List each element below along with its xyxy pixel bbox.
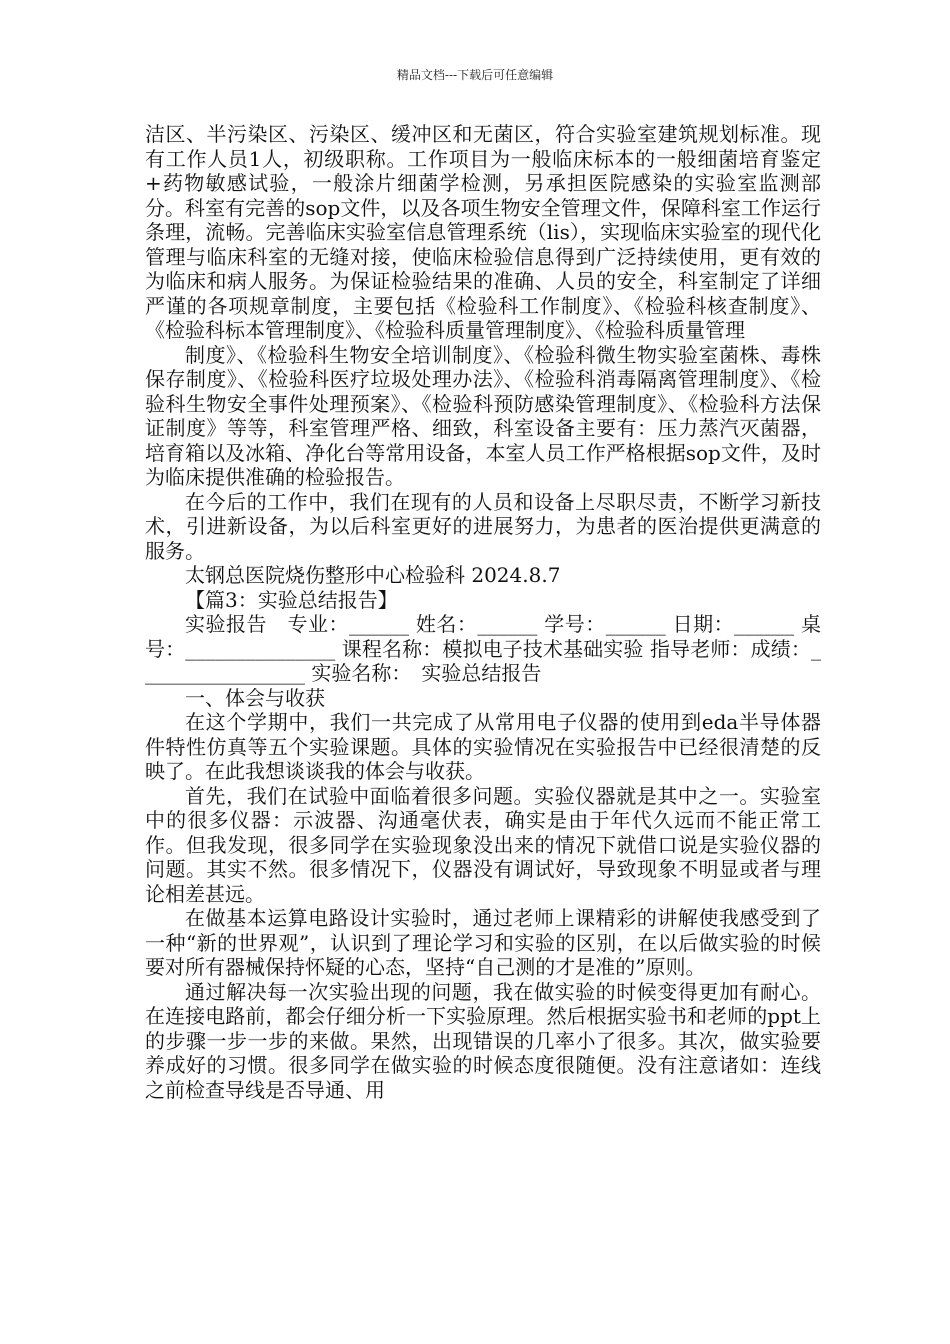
page-header: 精品文档---下载后可任意编辑: [396, 68, 554, 82]
document-body: [145, 122, 821, 1102]
paragraph-instruments: 首先，我们在试验中面临着很多问题。实验仪器就是其中之一。实验室中的很多仪器：示波器、沟通毫伏表，确实是由于年代久远而不能正常工作。但我发现，很多同学在实验现象没出来的情况下就借口说是实验仪器的问题。其实不然。很多情况下，仪器没有调试好，导致现象不明显或者与理论相差甚远。: [145, 783, 821, 906]
paragraph-future-work: 在今后的工作中，我们在现有的人员和设备上尽职尽责，不断学习新技术，引进新设备，为以后科室更好的进展努力，为患者的医治提供更满意的服务。: [145, 489, 821, 563]
paragraph-circuit-design: 在做基本运算电路设计实验时，通过老师上课精彩的讲解使我感受到了一种“新的世界观”，认识到了理论学习和实验的区别，在以后做实验的时候要对所有器械保持怀疑的心态，坚持“自己测的才是准的”原则。: [145, 906, 821, 979]
signature-line: 太钢总医院烧伤整形中心检验科 2024.8.7: [185, 563, 561, 587]
paragraph-regulations: 制度》、《检验科生物安全培训制度》、《检验科微生物实验室菌株、毒株保存制度》、《检验科医疗垃圾处理办法》、《检验科消毒隔离管理制度》、《检验科生物安全事件处理预案》、《检验科预防感染管理制度》、《检验科方法保证制度》等等，科室管理严格、细致，科室设备主要有：压力蒸汽灭菌器，培育箱以及冰箱、净化台等常用设备，本室人员工作严格根据sop文件，及时为临床提供准确的检验报告。: [145, 342, 821, 489]
section-title: 【篇3：实验总结报告】: [185, 587, 398, 612]
paragraph-semester: 在这个学期中，我们一共完成了从常用电子仪器的使用到eda半导体器件特性仿真等五个实验课题。具体的实验情况在实验报告中已经很清楚的反映了。在此我想谈谈我的体会与收获。: [145, 710, 821, 783]
paragraph-patience: 通过解决每一次实验出现的问题，我在做实验的时候变得更加有耐心。在连接电路前，都会仔细分析一下实验原理。然后根据实验书和老师的ppt上的步骤一步一步的来做。果然，出现错误的几率小了很多。其次，做实验要养成好的习惯。很多同学在做实验的时候态度很随便。没有注意诸如：连线之前检查导线是否导通、用: [145, 979, 821, 1102]
report-form-fields: 实验报告 专业：______ 姓名：______ 学号：______ 日期：______ 桌号：_______________ 课程名称：模拟电子技术基础实验 指导老师：成绩：_________________ 实验名称： 实验总结报告: [145, 612, 821, 685]
heading-experience: 一、体会与收获: [185, 685, 325, 710]
paragraph-lab-overview: 洁区、半污染区、污染区、缓冲区和无菌区，符合实验室建筑规划标准。现有工作人员1人，初级职称。工作项目为一般临床标本的一般细菌培育鉴定+药物敏感试验，一般涂片细菌学检测，另承担医院感染的实验室监测部分。科室有完善的sop文件，以及各项生物安全管理文件，保障科室工作运行条理，流畅。完善临床实验室信息管理系统（lis），实现临床实验室的现代化管理与临床科室的无缝对接，使临床检验信息得到广泛持续使用，更有效的为临床和病人服务。为保证检验结果的准确、人员的安全，科室制定了详细严谨的各项规章制度，主要包括《检验科工作制度》、《检验科核查制度》、《检验科标本管理制度》、《检验科质量管理制度》、《检验科质量管理: [145, 122, 821, 342]
